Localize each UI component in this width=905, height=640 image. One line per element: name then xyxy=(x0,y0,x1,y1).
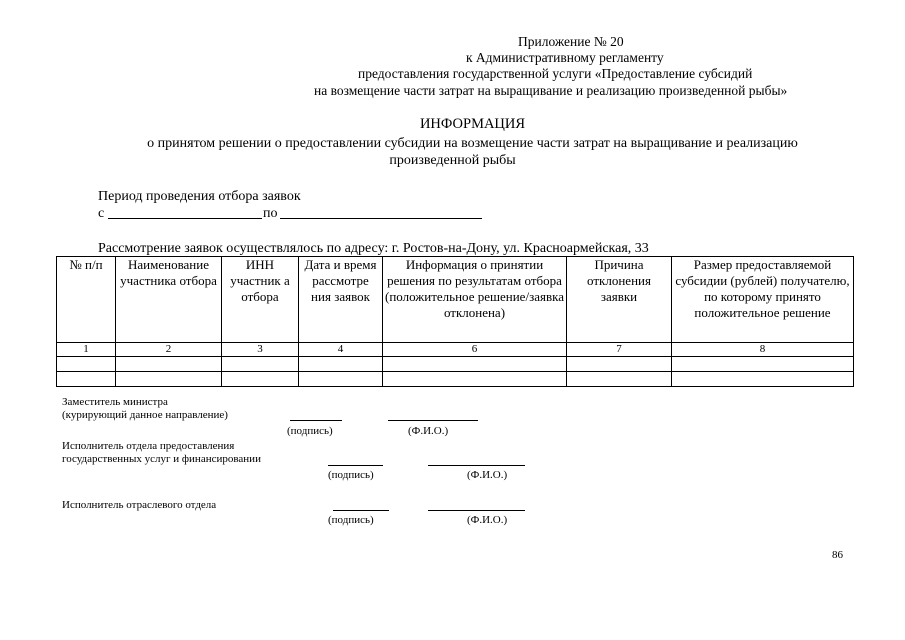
executor2-signature-line xyxy=(333,510,389,511)
document-subtitle-line2: произведенной рыбы xyxy=(389,153,516,168)
deputy-name-line xyxy=(388,420,478,421)
table-cell xyxy=(567,372,672,387)
executor1-name-line xyxy=(428,465,525,466)
deputy-name-label: (Ф.И.О.) xyxy=(408,425,449,437)
col-number: 1 xyxy=(57,343,116,357)
col-header-participant: Наименование участника отбора xyxy=(116,257,222,343)
table-cell xyxy=(383,372,567,387)
col-number: 3 xyxy=(222,343,299,357)
appendix-service: предоставления государственной услуги «Предоставление субсидий xyxy=(358,66,753,81)
deputy-signature-line xyxy=(290,420,342,421)
deputy-title: Заместитель министра xyxy=(62,396,168,408)
decision-table xyxy=(56,256,854,387)
table-cell xyxy=(299,357,383,372)
table-cell xyxy=(57,357,116,372)
table-number-row xyxy=(57,343,854,357)
col-number: 2 xyxy=(116,343,222,357)
deputy-signature-label: (подпись) xyxy=(287,425,333,437)
executor1-title: Исполнитель отдела предоставления xyxy=(62,440,235,452)
executor1-signature-label: (подпись) xyxy=(328,469,374,481)
appendix-regulation: к Административному регламенту xyxy=(466,50,664,65)
col-header-reason: Причина отклонения заявки xyxy=(567,257,672,343)
page-number: 86 xyxy=(832,549,843,561)
table-cell xyxy=(567,357,672,372)
period-from-label: с xyxy=(98,206,105,221)
table-row xyxy=(57,372,854,387)
col-number: 4 xyxy=(299,343,383,357)
col-number: 7 xyxy=(567,343,672,357)
executor2-signature-label: (подпись) xyxy=(328,514,374,526)
table-cell xyxy=(116,372,222,387)
executor2-name-line xyxy=(428,510,525,511)
appendix-number: Приложение № 20 xyxy=(518,34,624,49)
executor1-signature-line xyxy=(328,465,383,466)
col-header-inn: ИНН участник а отбора xyxy=(222,257,299,343)
col-number: 6 xyxy=(383,343,567,357)
col-header-amount: Размер предоставляемой субсидии (рублей) получателю, по которому принято положительное решение xyxy=(672,257,854,343)
col-header-number: № п/п xyxy=(57,257,116,343)
executor2-name-label: (Ф.И.О.) xyxy=(467,514,508,526)
table-cell xyxy=(299,372,383,387)
document-title: ИНФОРМАЦИЯ xyxy=(419,116,526,132)
document-subtitle-line1: о принятом решении о предоставлении субсидии на возмещение части затрат на выращивание и реализацию xyxy=(147,136,798,151)
table-cell xyxy=(222,357,299,372)
period-from-line xyxy=(108,218,262,219)
table-cell xyxy=(383,357,567,372)
table-cell xyxy=(672,372,854,387)
table-cell xyxy=(116,357,222,372)
address-text: Рассмотрение заявок осуществлялось по адресу: г. Ростов-на-Дону, ул. Красноармейская, 33 xyxy=(98,241,649,256)
col-header-decision: Информация о принятии решения по результатам отбора (положительное решение/заявка отклонена) xyxy=(383,257,567,343)
period-to-line xyxy=(280,218,482,219)
col-number: 8 xyxy=(672,343,854,357)
col-header-datetime: Дата и время рассмотре ния заявок xyxy=(299,257,383,343)
table-cell xyxy=(222,372,299,387)
appendix-subject: на возмещение части затрат на выращивание и реализацию произведенной рыбы» xyxy=(314,83,788,98)
executor1-subtitle: государственных услуг и финансировании xyxy=(62,453,261,465)
executor2-title: Исполнитель отраслевого отдела xyxy=(62,499,217,511)
table-cell xyxy=(57,372,116,387)
table-row xyxy=(57,357,854,372)
table-cell xyxy=(672,357,854,372)
period-label: Период проведения отбора заявок xyxy=(98,189,301,204)
period-to-label: по xyxy=(263,206,278,221)
deputy-subtitle: (курирующий данное направление) xyxy=(62,409,228,421)
executor1-name-label: (Ф.И.О.) xyxy=(467,469,508,481)
table-header-row xyxy=(57,257,854,343)
